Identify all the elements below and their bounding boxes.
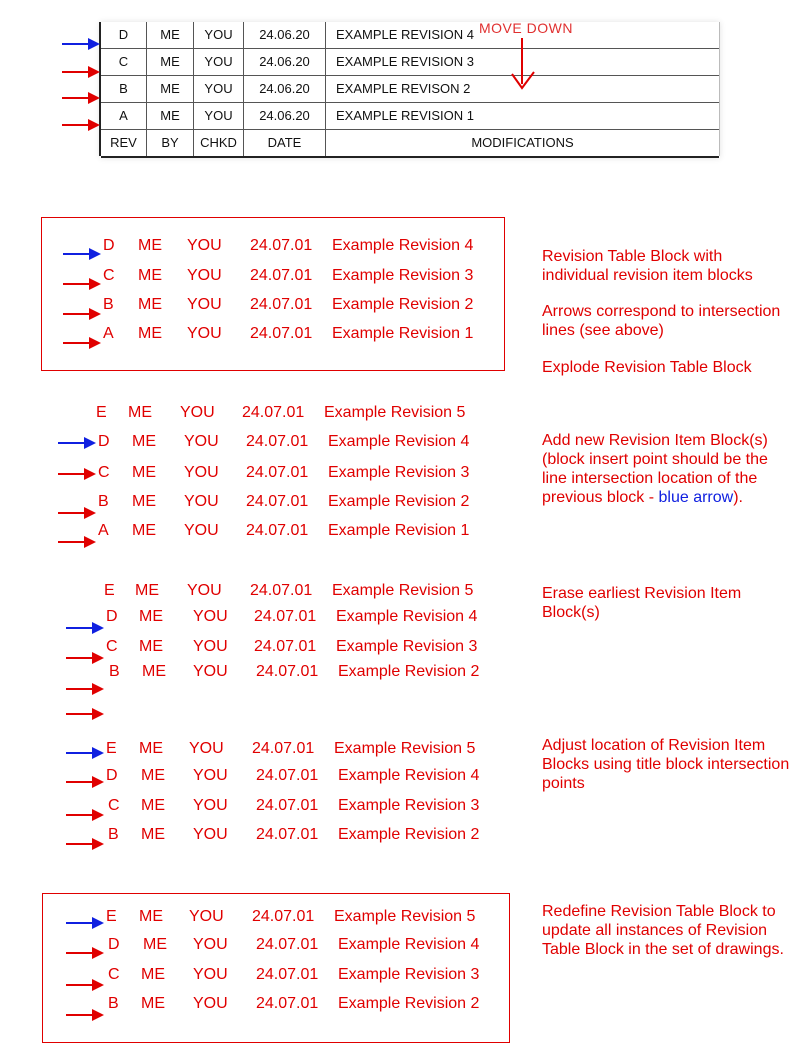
revision-table — [100, 22, 720, 156]
rev-item-rev: B — [108, 826, 119, 843]
rev-item-date: 24.07.01 — [242, 404, 305, 421]
cell-mod: EXAMPLE REVISION 3 — [336, 54, 474, 69]
cell-date: 24.06.20 — [244, 22, 326, 48]
rev-item-date: 24.07.01 — [250, 325, 313, 342]
rev-item-mod: Example Revision 3 — [328, 464, 470, 481]
cell-by: ME — [147, 22, 194, 48]
rev-item-mod: Example Revision 2 — [338, 995, 480, 1012]
red-arrow-icon — [66, 946, 104, 960]
rev-item-date: 24.07.01 — [256, 767, 319, 784]
red-arrow-icon — [66, 682, 104, 696]
rev-item-chkd: YOU — [184, 493, 219, 510]
rev-item-chkd: YOU — [180, 404, 215, 421]
blue-arrow-icon — [66, 621, 104, 635]
cell-mod: EXAMPLE REVISION 1 — [336, 108, 474, 123]
red-arrow-icon — [58, 506, 96, 520]
red-arrow-icon — [66, 775, 104, 789]
blue-arrow-icon — [66, 746, 104, 760]
blue-arrow-icon — [66, 916, 104, 930]
move-down-label: MOVE DOWN — [479, 20, 573, 36]
rev-item-mod: Example Revision 4 — [328, 433, 470, 450]
rev-item-mod: Example Revision 4 — [336, 608, 478, 625]
rev-item-by: ME — [138, 267, 162, 284]
table-row — [101, 76, 719, 103]
rev-item-date: 24.07.01 — [256, 995, 319, 1012]
rev-item-chkd: YOU — [184, 522, 219, 539]
rev-item-date: 24.07.01 — [246, 464, 309, 481]
blue-arrow-icon — [63, 247, 101, 261]
rev-item-by: ME — [141, 966, 165, 983]
rev-item-rev: C — [103, 267, 115, 284]
rev-item-rev: A — [98, 522, 109, 539]
rev-item-by: ME — [139, 608, 163, 625]
blue-arrow-icon — [62, 37, 100, 51]
rev-item-chkd: YOU — [187, 325, 222, 342]
rev-item-by: ME — [139, 908, 163, 925]
header-modifications: MODIFICATIONS — [471, 135, 574, 150]
step3-description: Erase earliest Revision Item Block(s) — [542, 585, 742, 621]
rev-item-rev: D — [106, 767, 118, 784]
rev-item-mod: Example Revision 1 — [332, 325, 474, 342]
rev-item-by: ME — [128, 404, 152, 421]
rev-item-rev: B — [98, 493, 109, 510]
cell-date: 24.06.20 — [244, 49, 326, 75]
rev-item-mod: Example Revision 3 — [338, 966, 480, 983]
rev-item-by: ME — [139, 638, 163, 655]
rev-item-by: ME — [132, 522, 156, 539]
cell-by: ME — [147, 49, 194, 75]
rev-item-rev: C — [98, 464, 110, 481]
red-arrow-icon — [66, 978, 104, 992]
rev-item-date: 24.07.01 — [250, 267, 313, 284]
table-row — [101, 103, 719, 130]
red-arrow-icon — [66, 707, 104, 721]
rev-item-mod: Example Revision 2 — [338, 826, 480, 843]
cell-chkd: YOU — [194, 49, 244, 75]
rev-item-mod: Example Revision 1 — [328, 522, 470, 539]
rev-item-rev: C — [108, 966, 120, 983]
step5-description: Redefine Revision Table Block to update all instances of Revision Table Block in the set of drawings. — [542, 903, 784, 958]
rev-item-date: 24.07.01 — [252, 908, 315, 925]
rev-item-chkd: YOU — [189, 908, 224, 925]
rev-item-by: ME — [141, 797, 165, 814]
rev-item-by: ME — [143, 936, 167, 953]
rev-item-by: ME — [142, 663, 166, 680]
rev-item-mod: Example Revision 4 — [338, 936, 480, 953]
red-arrow-icon — [58, 467, 96, 481]
rev-item-mod: Example Revision 3 — [336, 638, 478, 655]
cell-date: 24.06.20 — [244, 103, 326, 129]
rev-item-rev: C — [106, 638, 118, 655]
rev-item-by: ME — [132, 464, 156, 481]
rev-item-chkd: YOU — [187, 237, 222, 254]
cell-rev: A — [101, 103, 147, 129]
rev-item-rev: E — [106, 908, 117, 925]
rev-item-chkd: YOU — [187, 582, 222, 599]
cell-chkd: YOU — [194, 22, 244, 48]
rev-item-chkd: YOU — [193, 663, 228, 680]
step2-text: Add new Revision Item Block(s) (block insert point should be the line intersection location of the previous block - — [542, 432, 768, 506]
header-chkd: CHKD — [194, 130, 244, 156]
rev-item-chkd: YOU — [193, 966, 228, 983]
blue-arrow-icon — [58, 436, 96, 450]
rev-item-rev: D — [103, 237, 115, 254]
red-arrow-icon — [62, 91, 100, 105]
red-arrow-icon — [58, 535, 96, 549]
rev-item-mod: Example Revision 3 — [332, 267, 474, 284]
rev-item-rev: E — [106, 740, 117, 757]
rev-item-mod: Example Revision 5 — [332, 582, 474, 599]
rev-item-by: ME — [138, 296, 162, 313]
rev-item-chkd: YOU — [187, 267, 222, 284]
rev-item-by: ME — [141, 826, 165, 843]
cell-by: ME — [147, 76, 194, 102]
rev-item-chkd: YOU — [184, 433, 219, 450]
step1-arrows-note: Arrows correspond to intersection lines (see above) — [542, 303, 781, 339]
step2-suffix: ). — [733, 489, 743, 506]
cell-rev: C — [101, 49, 147, 75]
cell-date: 24.06.20 — [244, 76, 326, 102]
cell-rev: D — [101, 22, 147, 48]
rev-item-chkd: YOU — [193, 936, 228, 953]
rev-item-rev: E — [96, 404, 107, 421]
red-arrow-icon — [66, 808, 104, 822]
rev-item-date: 24.07.01 — [250, 237, 313, 254]
red-arrow-icon — [63, 336, 101, 350]
rev-item-mod: Example Revision 4 — [338, 767, 480, 784]
rev-item-chkd: YOU — [193, 767, 228, 784]
red-arrow-icon — [62, 118, 100, 132]
table-row — [101, 22, 719, 49]
rev-item-by: ME — [135, 582, 159, 599]
cell-mod: EXAMPLE REVISON 2 — [336, 81, 471, 96]
rev-item-rev: E — [104, 582, 115, 599]
rev-item-date: 24.07.01 — [254, 608, 317, 625]
rev-item-chkd: YOU — [193, 995, 228, 1012]
rev-item-chkd: YOU — [193, 797, 228, 814]
rev-item-date: 24.07.01 — [250, 582, 313, 599]
rev-item-mod: Example Revision 2 — [328, 493, 470, 510]
rev-item-chkd: YOU — [193, 608, 228, 625]
step2-description — [542, 431, 792, 507]
rev-item-by: ME — [138, 237, 162, 254]
rev-item-by: ME — [138, 325, 162, 342]
header-by: BY — [147, 130, 194, 156]
step4-description: Adjust location of Revision Item Blocks using title block intersection points — [542, 737, 790, 792]
red-arrow-icon — [66, 1008, 104, 1022]
cell-chkd: YOU — [194, 103, 244, 129]
rev-item-date: 24.07.01 — [256, 826, 319, 843]
rev-item-mod: Example Revision 5 — [334, 740, 476, 757]
rev-item-rev: D — [108, 936, 120, 953]
cell-rev: B — [101, 76, 147, 102]
move-down-arrow-icon — [508, 36, 538, 92]
red-arrow-icon — [66, 651, 104, 665]
rev-item-date: 24.07.01 — [256, 663, 319, 680]
rev-item-by: ME — [139, 740, 163, 757]
cell-chkd: YOU — [194, 76, 244, 102]
red-arrow-icon — [66, 837, 104, 851]
rev-item-rev: B — [109, 663, 120, 680]
rev-item-date: 24.07.01 — [252, 740, 315, 757]
table-header-row — [101, 130, 719, 158]
rev-item-chkd: YOU — [184, 464, 219, 481]
rev-item-chkd: YOU — [189, 740, 224, 757]
rev-item-date: 24.07.01 — [246, 522, 309, 539]
rev-item-mod: Example Revision 5 — [334, 908, 476, 925]
rev-item-mod: Example Revision 5 — [324, 404, 466, 421]
rev-item-rev: A — [103, 325, 114, 342]
rev-item-date: 24.07.01 — [256, 797, 319, 814]
step1-explode-note: Explode Revision Table Block — [542, 359, 752, 376]
rev-item-by: ME — [141, 767, 165, 784]
rev-item-mod: Example Revision 4 — [332, 237, 474, 254]
rev-item-mod: Example Revision 2 — [332, 296, 474, 313]
red-arrow-icon — [63, 307, 101, 321]
rev-item-chkd: YOU — [193, 638, 228, 655]
red-arrow-icon — [62, 65, 100, 79]
cell-mod: EXAMPLE REVISION 4 — [336, 27, 474, 42]
rev-item-rev: B — [103, 296, 114, 313]
rev-item-by: ME — [132, 493, 156, 510]
table-row — [101, 49, 719, 76]
step2-blue-arrow-text: blue arrow — [658, 489, 734, 506]
rev-item-rev: D — [98, 433, 110, 450]
rev-item-date: 24.07.01 — [250, 296, 313, 313]
rev-item-chkd: YOU — [187, 296, 222, 313]
rev-item-date: 24.07.01 — [254, 638, 317, 655]
rev-item-rev: D — [106, 608, 118, 625]
header-date: DATE — [244, 130, 326, 156]
rev-item-rev: B — [108, 995, 119, 1012]
header-rev: REV — [101, 130, 147, 156]
rev-item-rev: C — [108, 797, 120, 814]
rev-item-mod: Example Revision 2 — [338, 663, 480, 680]
rev-item-mod: Example Revision 3 — [338, 797, 480, 814]
cell-by: ME — [147, 103, 194, 129]
rev-item-chkd: YOU — [193, 826, 228, 843]
rev-item-date: 24.07.01 — [246, 433, 309, 450]
red-arrow-icon — [63, 277, 101, 291]
rev-item-by: ME — [141, 995, 165, 1012]
rev-item-date: 24.07.01 — [256, 966, 319, 983]
rev-item-date: 24.07.01 — [256, 936, 319, 953]
rev-item-date: 24.07.01 — [246, 493, 309, 510]
rev-item-by: ME — [132, 433, 156, 450]
step1-description: Revision Table Block with individual revision item blocks — [542, 248, 753, 284]
